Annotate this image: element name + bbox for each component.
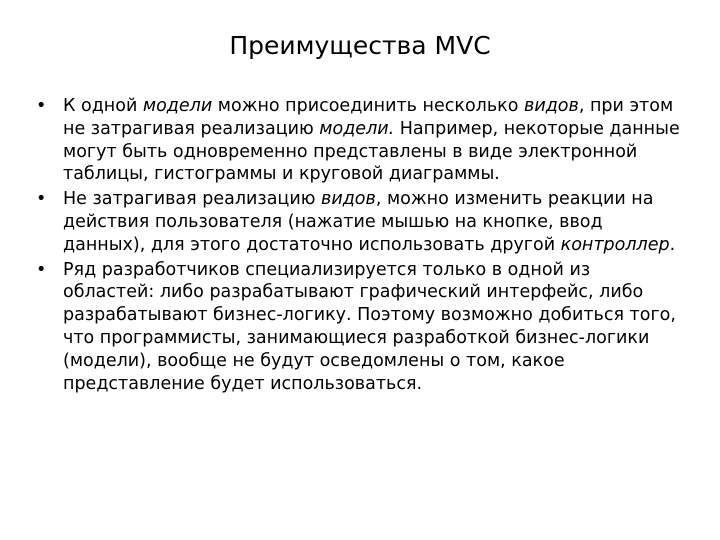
- bullet-text: , при этом не затрагивая реализацию: [63, 96, 674, 139]
- bullet-text: Например, некоторые данные могут быть одновременно представлены в виде электронной таблицы, гистограммы и круговой диаграммы.: [63, 118, 680, 185]
- bullet-item: [36, 259, 686, 396]
- emphasized-term: модели.: [319, 118, 395, 139]
- emphasized-term: модели: [142, 96, 213, 116]
- emphasized-term: видов: [321, 189, 376, 210]
- bullet-dot-icon: •: [36, 96, 47, 116]
- bullet-dot-icon: •: [36, 259, 47, 280]
- bullet-text: Не затрагивая реализацию: [63, 189, 322, 210]
- bullet-text: Ряд разработчиков специализируется только в одной из областей: либо разрабатывают графический интерфейс, либо разрабатывают бизнес-логику. Поэтому возможно добиться того, что программисты, занимающиеся разработкой бизнес-логики (модели), вообще не будут осведомлены о том, какое представление будет использоваться.: [63, 259, 676, 394]
- bullet-item: [36, 188, 686, 256]
- bullet-dot-icon: •: [36, 189, 47, 210]
- bullet-item: [36, 95, 686, 186]
- bullet-text: .: [669, 234, 676, 255]
- slide-title: Преимущества MVC: [229, 31, 491, 60]
- bullet-text: , можно изменить реакции на действия пользователя (нажатие мышью на кнопке, ввод данных), для этого достаточно использовать другой: [63, 189, 654, 255]
- bullet-text: К одной: [63, 96, 143, 116]
- bullet-text: можно присоединить несколько: [212, 96, 525, 116]
- emphasized-term: контроллер: [560, 234, 670, 255]
- bullet-list: [36, 95, 686, 397]
- emphasized-term: видов: [524, 96, 579, 116]
